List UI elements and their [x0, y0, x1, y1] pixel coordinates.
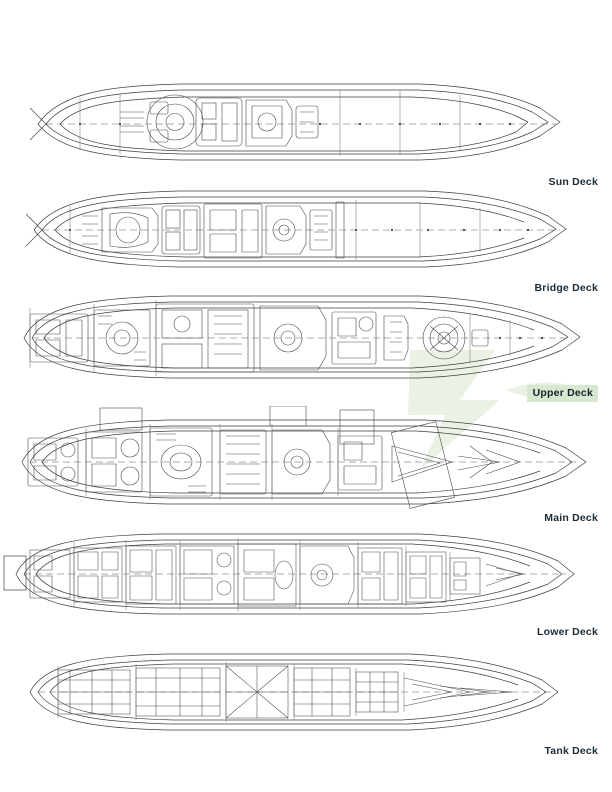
main-deck-plan — [0, 406, 612, 512]
deck-label-lower-deck: Lower Deck — [537, 626, 598, 638]
deck-main-deck — [0, 406, 612, 512]
deck-tank-deck — [0, 642, 612, 742]
deck-bridge-deck — [0, 186, 612, 276]
deck-label-main-deck: Main Deck — [544, 512, 598, 524]
sun-deck-plan — [0, 78, 612, 168]
deck-upper-deck — [0, 290, 612, 386]
deck-lower-deck — [0, 520, 612, 626]
deck-label-tank-deck: Tank Deck — [544, 745, 598, 757]
upper-deck-plan — [0, 290, 612, 386]
deck-label-sun-deck: Sun Deck — [548, 176, 598, 188]
bridge-deck-plan — [0, 186, 612, 276]
lower-deck-plan — [0, 520, 612, 626]
deck-label-upper-deck: Upper Deck — [527, 385, 598, 402]
deck-label-bridge-deck: Bridge Deck — [534, 282, 598, 294]
tank-deck-plan — [0, 642, 612, 742]
deck-sun-deck — [0, 78, 612, 168]
